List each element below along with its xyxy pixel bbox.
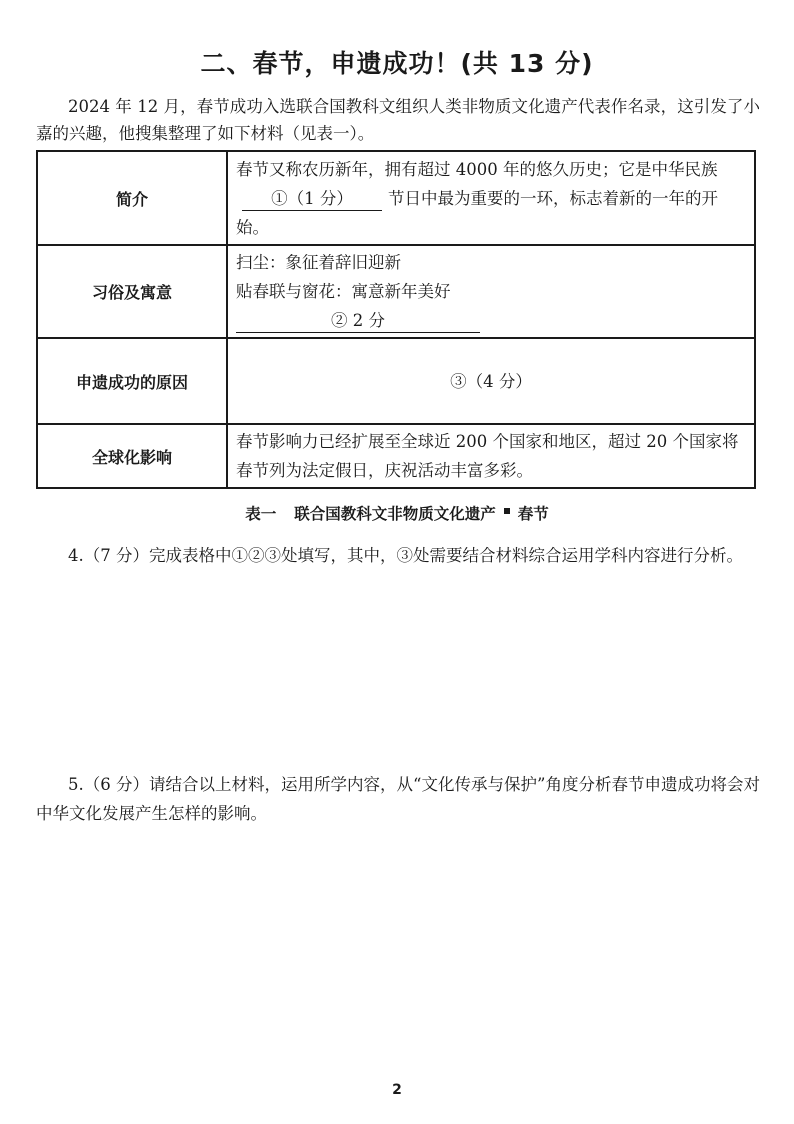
question-5: 5.（6 分）请结合以上材料，运用所学内容，从“文化传承与保护”角度分析春节申遗成功将会对中华文化发展产生怎样的影响。 — [36, 775, 760, 823]
row-label-global: 全球化影响 — [37, 424, 227, 488]
row-label-intro: 简介 — [37, 151, 227, 245]
intro-text-after: 节日中最为重要的一环，标志着新的一年的开始。 — [236, 188, 718, 237]
intro-paragraph: 2024 年 12 月，春节成功入选联合国教科文组织人类非物质文化遗产代表作名录，这引发了小嘉的兴趣，他搜集整理了如下材料（见表一）。 — [36, 97, 760, 143]
page-number: 2 — [392, 1082, 402, 1098]
table-row-intro — [37, 151, 755, 245]
caption-subject: 春节 — [517, 505, 549, 523]
table-row-reasons — [37, 338, 755, 424]
section-title: 二、春节，申遗成功！(共 13 分) — [200, 49, 594, 78]
table-row-global — [37, 424, 755, 488]
blank-3[interactable]: ③（4 分） — [227, 338, 755, 424]
intro-text-before: 春节又称农历新年，拥有超过 4000 年的悠久历史；它是中华民族 — [236, 159, 718, 179]
material-table — [36, 150, 756, 489]
row-label-customs: 习俗及寓意 — [37, 245, 227, 338]
caption-title: 联合国教科文非物质文化遗产 — [294, 505, 496, 523]
blank-2[interactable]: ② 2 分 — [236, 310, 480, 333]
row-content-customs — [227, 245, 755, 338]
custom-line-1: 扫尘：象征着辞旧迎新 — [236, 253, 401, 272]
caption-number: 表一 — [245, 505, 277, 523]
blank-1[interactable]: ①（1 分） — [242, 188, 382, 211]
row-content-intro — [227, 151, 755, 245]
question-4: 4.（7 分）完成表格中①②③处填写，其中，③处需要结合材料综合运用学科内容进行分析。 — [68, 546, 743, 565]
row-content-global: 春节影响力已经扩展至全球近 200 个国家和地区，超过 20 个国家将春节列为法定假日，庆祝活动丰富多彩。 — [227, 424, 755, 488]
caption-dot-icon — [504, 508, 510, 514]
custom-line-2: 贴春联与窗花：寓意新年美好 — [236, 282, 451, 301]
table-row-customs — [37, 245, 755, 338]
row-label-reasons: 申遗成功的原因 — [37, 338, 227, 424]
table-caption — [0, 502, 794, 524]
